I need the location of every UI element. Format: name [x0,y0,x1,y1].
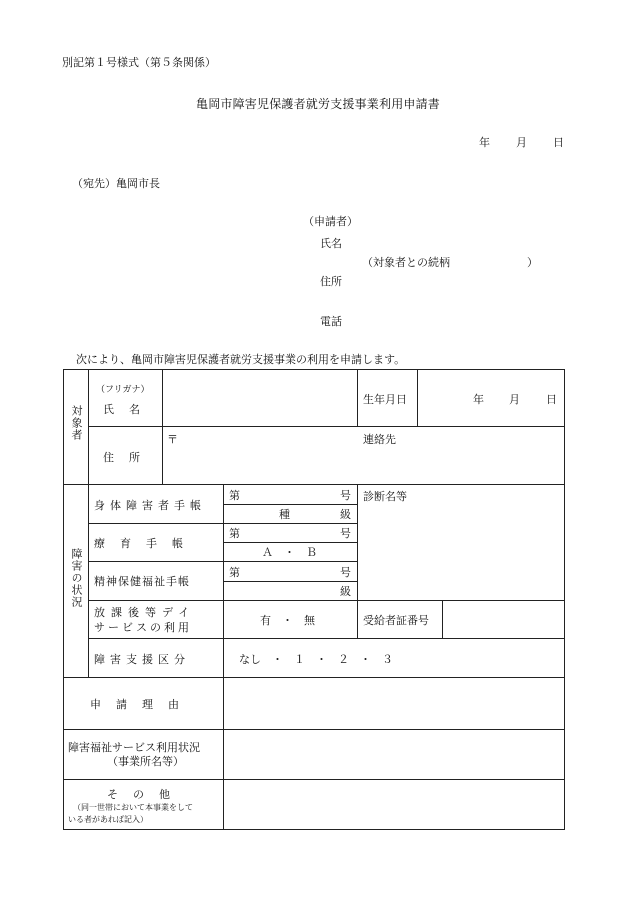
support-level-options: なし ・ １ ・ ２ ・ ３ [239,653,393,666]
afterschool-label-line1: 放課後等デイ [94,606,196,619]
applicant-label: （申請者） [303,215,358,228]
diagnosis-label: 診断名等 [363,490,407,503]
date-year-label: 年 [479,136,490,149]
contact-label: 連絡先 [363,433,396,446]
addressee: （宛先）亀岡市長 [72,177,160,190]
physical-number-prefix: 第 [229,489,240,502]
birth-month-label: 月 [509,393,520,406]
applicant-address-label: 住所 [320,275,342,288]
physical-type-label: 種 [279,508,290,521]
afterschool-yes-no: 有 ・ 無 [260,614,315,627]
other-note-line2: いる者があれば記入） [68,815,148,824]
postal-mark: 〒 [167,433,178,446]
form-reference: 別記第１号様式（第５条関係） [62,56,216,69]
mental-number-prefix: 第 [229,566,240,579]
ryoiku-number-suffix: 号 [340,527,351,540]
address-label: 住 所 [103,451,142,464]
ryoiku-grade-options: Ａ ・ Ｂ [262,546,317,559]
applicant-phone-label: 電話 [320,315,342,328]
ryoiku-number-prefix: 第 [229,527,240,540]
reason-label: 申 請 理 由 [90,698,181,711]
subject-group-label: 対象者 [70,405,83,441]
date-day-label: 日 [553,136,564,149]
physical-handbook-label: 身体障害者手帳 [94,499,206,512]
birth-year-label: 年 [473,393,484,406]
afterschool-label-line2: サービスの利用 [94,621,192,634]
physical-grade-label: 級 [340,508,351,521]
relation-close: ） [527,256,538,269]
mental-number-suffix: 号 [340,566,351,579]
applicant-name-label: 氏名 [320,237,342,250]
birthdate-label: 生年月日 [363,393,407,406]
furigana-label: （フリガナ） [96,385,150,395]
page-title: 亀岡市障害児保護者就労支援事業利用申請書 [196,97,441,111]
service-usage-label-line1: 障害福祉サービス利用状況 [68,741,200,754]
mental-grade-label: 級 [340,585,351,598]
birth-day-label: 日 [546,393,557,406]
relation-label: （対象者との続柄 [362,256,450,269]
mental-handbook-label: 精神保健福祉手帳 [94,575,190,588]
ryoiku-handbook-label: 療 育 手 帳 [94,537,185,550]
other-note-line1: （同一世帯において本事業をして [73,803,193,812]
intro-text: 次により、亀岡市障害児保護者就労支援事業の利用を申請します。 [76,353,406,366]
disability-group-label: 障害の状況 [70,548,83,608]
recipient-number-label: 受給者証番号 [363,614,429,627]
name-label: 氏 名 [103,403,142,416]
service-usage-label-line2: （事業所名等） [107,755,184,768]
other-label: そ の 他 [107,788,172,801]
physical-number-suffix: 号 [340,489,351,502]
support-level-label: 障害支援区分 [94,653,190,666]
date-month-label: 月 [516,136,527,149]
